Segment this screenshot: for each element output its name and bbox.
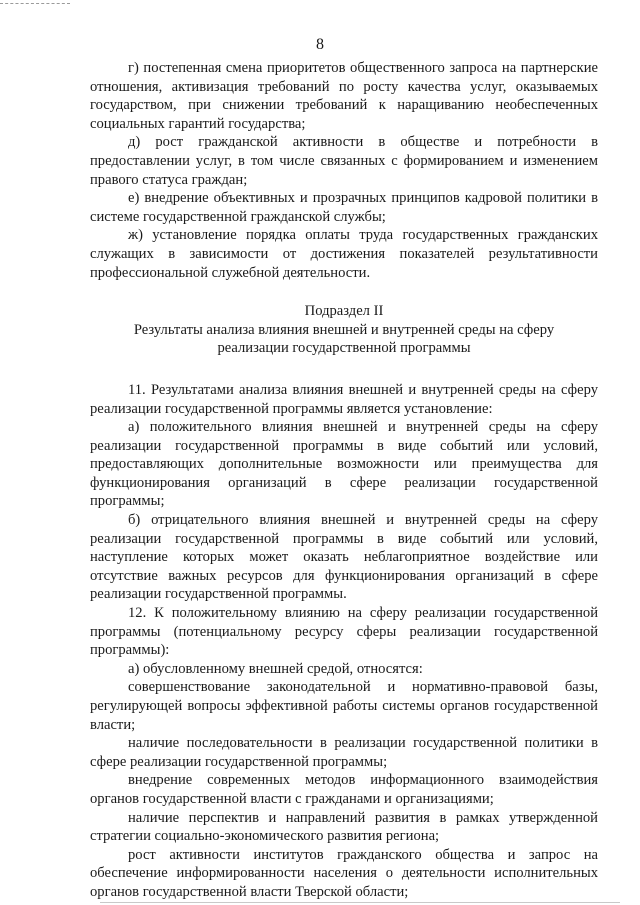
list-item-information-methods: внедрение современных методов информационного взаимодействия органов государственной власти с гражданами и организациями; [90, 772, 598, 807]
paragraph-g: г) постепенная смена приоритетов общественного запроса на партнерские отношения, активизация требований по росту качества услуг, оказываемых государством, при снижении требований к наращиванию необеспеченных социальных гарантий государства; [90, 60, 598, 132]
paragraph-12-a: а) обусловленному внешней средой, относятся: [128, 660, 423, 677]
paragraph-d: д) рост гражданской активности в обществе и потребности в предоставлении услуг, в том числе связанных с формированием и изменением правого статуса граждан; [90, 134, 598, 188]
list-item-consistency: наличие последовательности в реализации государственной политики в сфере реализации государственной программы; [90, 735, 598, 770]
scan-edge-top [0, 3, 70, 4]
subsection-title-line-2: реализации государственной программы [217, 340, 471, 357]
paragraph-11: 11. Результатами анализа влияния внешней и внутренней среды на сферу реализации государственной программы является установление: [90, 381, 598, 417]
paragraph-11-a: а) положительного влияния внешней и внутренней среды на сферу реализации государственной программы в виде событий или условий, предоставляющих дополнительные возможности или преимущества для функционирования организаций в сфере реализации государственной программы; [90, 419, 598, 510]
subsection-title-line-1: Результаты анализа влияния внешней и внутренней среды на сферу [133, 321, 555, 338]
paragraph-zh: ж) установление порядка оплаты труда государственных гражданских служащих в зависимости от достижения показателей результативности профессиональной служебной деятельности. [90, 227, 598, 281]
list-item-development-prospects: наличие перспектив и направлений развития в рамках утвержденной стратегии социально-экономического развития региона; [90, 809, 598, 845]
list-item-civil-society: рост активности институтов гражданского общества и запрос на обеспечение информированности населения о деятельности исполнительных органов государственной власти Тверской области; [90, 846, 598, 900]
page-number: 8 [316, 36, 324, 53]
paragraph-11-b: б) отрицательного влияния внешней и внутренней среды на сферу реализации государственной программы в виде событий или условий, наступление которых может оказать неблагоприятное воздействие или отсутствие важных ресурсов для функционирования организаций в сфере реализации государственной программы. [90, 512, 598, 603]
subsection-label: Подраздел II [304, 303, 384, 320]
list-item-legislation: совершенствование законодательной и нормативно-правовой базы, регулирующей вопросы эффективной работы системы органов государственной власти; [90, 679, 598, 733]
subsection-heading [90, 302, 598, 358]
scan-edge-bottom [100, 902, 620, 903]
paragraph-e: е) внедрение объективных и прозрачных принципов кадровой политики в системе государственной гражданской службы; [90, 190, 598, 225]
document-body [90, 59, 598, 902]
paragraph-12: 12. К положительному влиянию на сферу реализации государственной программы (потенциальному ресурсу сферы реализации государственной программы): [90, 605, 598, 659]
